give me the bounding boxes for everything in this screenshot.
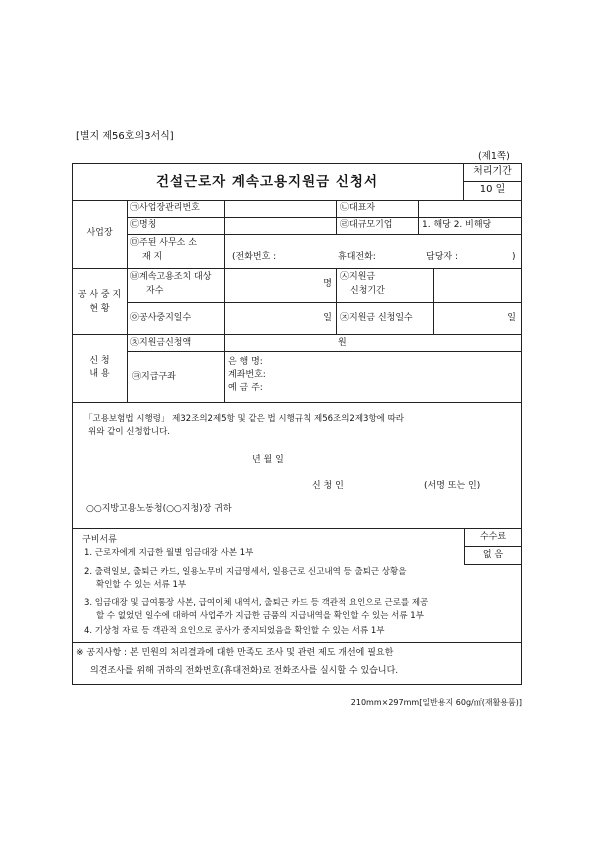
workers-count-unit: 명	[323, 279, 332, 289]
title-bottom-line	[72, 200, 522, 201]
phone-label: (전화번호 :	[232, 252, 277, 262]
employer-section-label: 사업장	[86, 228, 113, 238]
recipient-line: ○○지방고용노동청(○○지청)장 귀하	[86, 504, 232, 514]
large-company-options[interactable]: 1. 해당 2. 비해당	[422, 220, 492, 230]
subsidy-amount-label: ㉩지원금신청액	[130, 338, 192, 348]
document-item: 4. 기상청 자료 등 객관적 요인으로 공사가 중지되었음을 확인할 수 있는 서류 1부	[84, 626, 385, 636]
documents-heading: 구비서류	[82, 535, 117, 545]
bank-name-label: 은 행 명:	[228, 357, 263, 367]
notice-top-line	[72, 642, 522, 643]
workers-count-label-line2: 자수	[146, 286, 164, 296]
payment-account-label: ㉪지급구좌	[132, 372, 176, 382]
halt-section-label-line2: 현 황	[89, 304, 110, 314]
notice-line1: ※ 공지사항 : 본 민원의 처리결과에 대한 만족도 조사 및 관련 제도 개선에 필요한	[76, 648, 394, 658]
processing-split	[463, 181, 522, 182]
document-item-continued: 확인할 수 있는 서류 1부	[96, 580, 187, 590]
subsidy-period-label-line2: 신청기간	[350, 286, 385, 296]
address-label: ㉤주된 사무소 소	[130, 238, 197, 248]
employer-mgmt-no-label: ㉠사업장관리번호	[130, 203, 200, 213]
label-value-divider	[224, 200, 225, 402]
notice-line2: 의견조사를 위해 귀하의 전화번호(휴대전화)로 전화조사를 실시할 수 있습니다.	[90, 666, 399, 676]
account-number-label: 계좌번호:	[228, 370, 266, 380]
processing-period-label: 처리기간	[473, 166, 512, 177]
large-company-label: ㉣대규모기업	[340, 220, 393, 230]
apply-days-unit: 일	[507, 313, 516, 323]
applicant-label: 신 청 인	[312, 481, 344, 491]
page-number: (제1쪽)	[478, 151, 510, 162]
document-item: 2. 출력일보, 출퇴근 카드, 일용노무비 지급명세서, 일용근로 신고내역 등 출퇴근 상황을	[84, 567, 407, 577]
document-item: 3. 임금대장 및 급여통장 사본, 급여이체 내역서, 출퇴근 카드 등 객관적 요인으로 근로를 제공	[84, 598, 429, 608]
form-reference: [별지 제56호의3서식]	[76, 131, 174, 142]
declaration-line1: 「고용보험법 시행령」 제32조의2제5항 및 같은 법 시행규칙 제56조의2제3항에 따라	[84, 414, 405, 424]
halt-days-unit: 일	[323, 313, 332, 323]
paper-spec: 210mm×297mm[일반용지 60g/㎡(재활용품)]	[350, 698, 522, 707]
document-item-continued: 할 수 없었던 일수에 대하여 사업주가 지급한 금품의 지급내역을 확인할 수 있는 서류 1부	[96, 611, 424, 621]
document-item: 1. 근로자에게 지급한 월별 임금대장 사본 1부	[84, 548, 254, 558]
application-section-label: 신 청	[89, 356, 110, 366]
contact-person-label: 담당자 :	[426, 252, 458, 262]
fee-value: 없 음	[482, 550, 504, 560]
section-label-divider	[127, 200, 128, 402]
application-section-label-line2: 내 용	[89, 369, 110, 379]
form-title: 건설근로자 계속고용지원금 신청서	[155, 174, 378, 190]
processing-period-value: 10 일	[479, 184, 506, 195]
declaration-line2: 위와 같이 신청합니다.	[88, 427, 171, 437]
subsidy-amount-unit: 원	[338, 338, 347, 348]
halt-section-label: 공 사 중 지	[77, 290, 122, 300]
address-label-line2: 재 지	[142, 252, 163, 262]
representative-label: ㉡대표자	[340, 203, 376, 213]
workers-count-label: ㉥계속고용조치 대상	[130, 272, 212, 282]
subsidy-period-label: ㉦지원금	[340, 272, 376, 282]
address-close-paren: )	[512, 252, 516, 262]
documents-top-line	[72, 528, 522, 529]
mobile-label: 휴대전화:	[338, 252, 376, 262]
halt-days-label: ㉧공사중지일수	[130, 313, 192, 323]
account-holder-label: 예 금 주:	[228, 383, 263, 393]
fee-label: 수수료	[479, 532, 507, 542]
apply-days-label: ㉨지원금 신청일수	[340, 313, 413, 323]
signature-label[interactable]: (서명 또는 인)	[424, 481, 481, 491]
application-date[interactable]: 년 월 일	[252, 455, 284, 465]
employer-name-label: ㉢명칭	[130, 220, 157, 230]
